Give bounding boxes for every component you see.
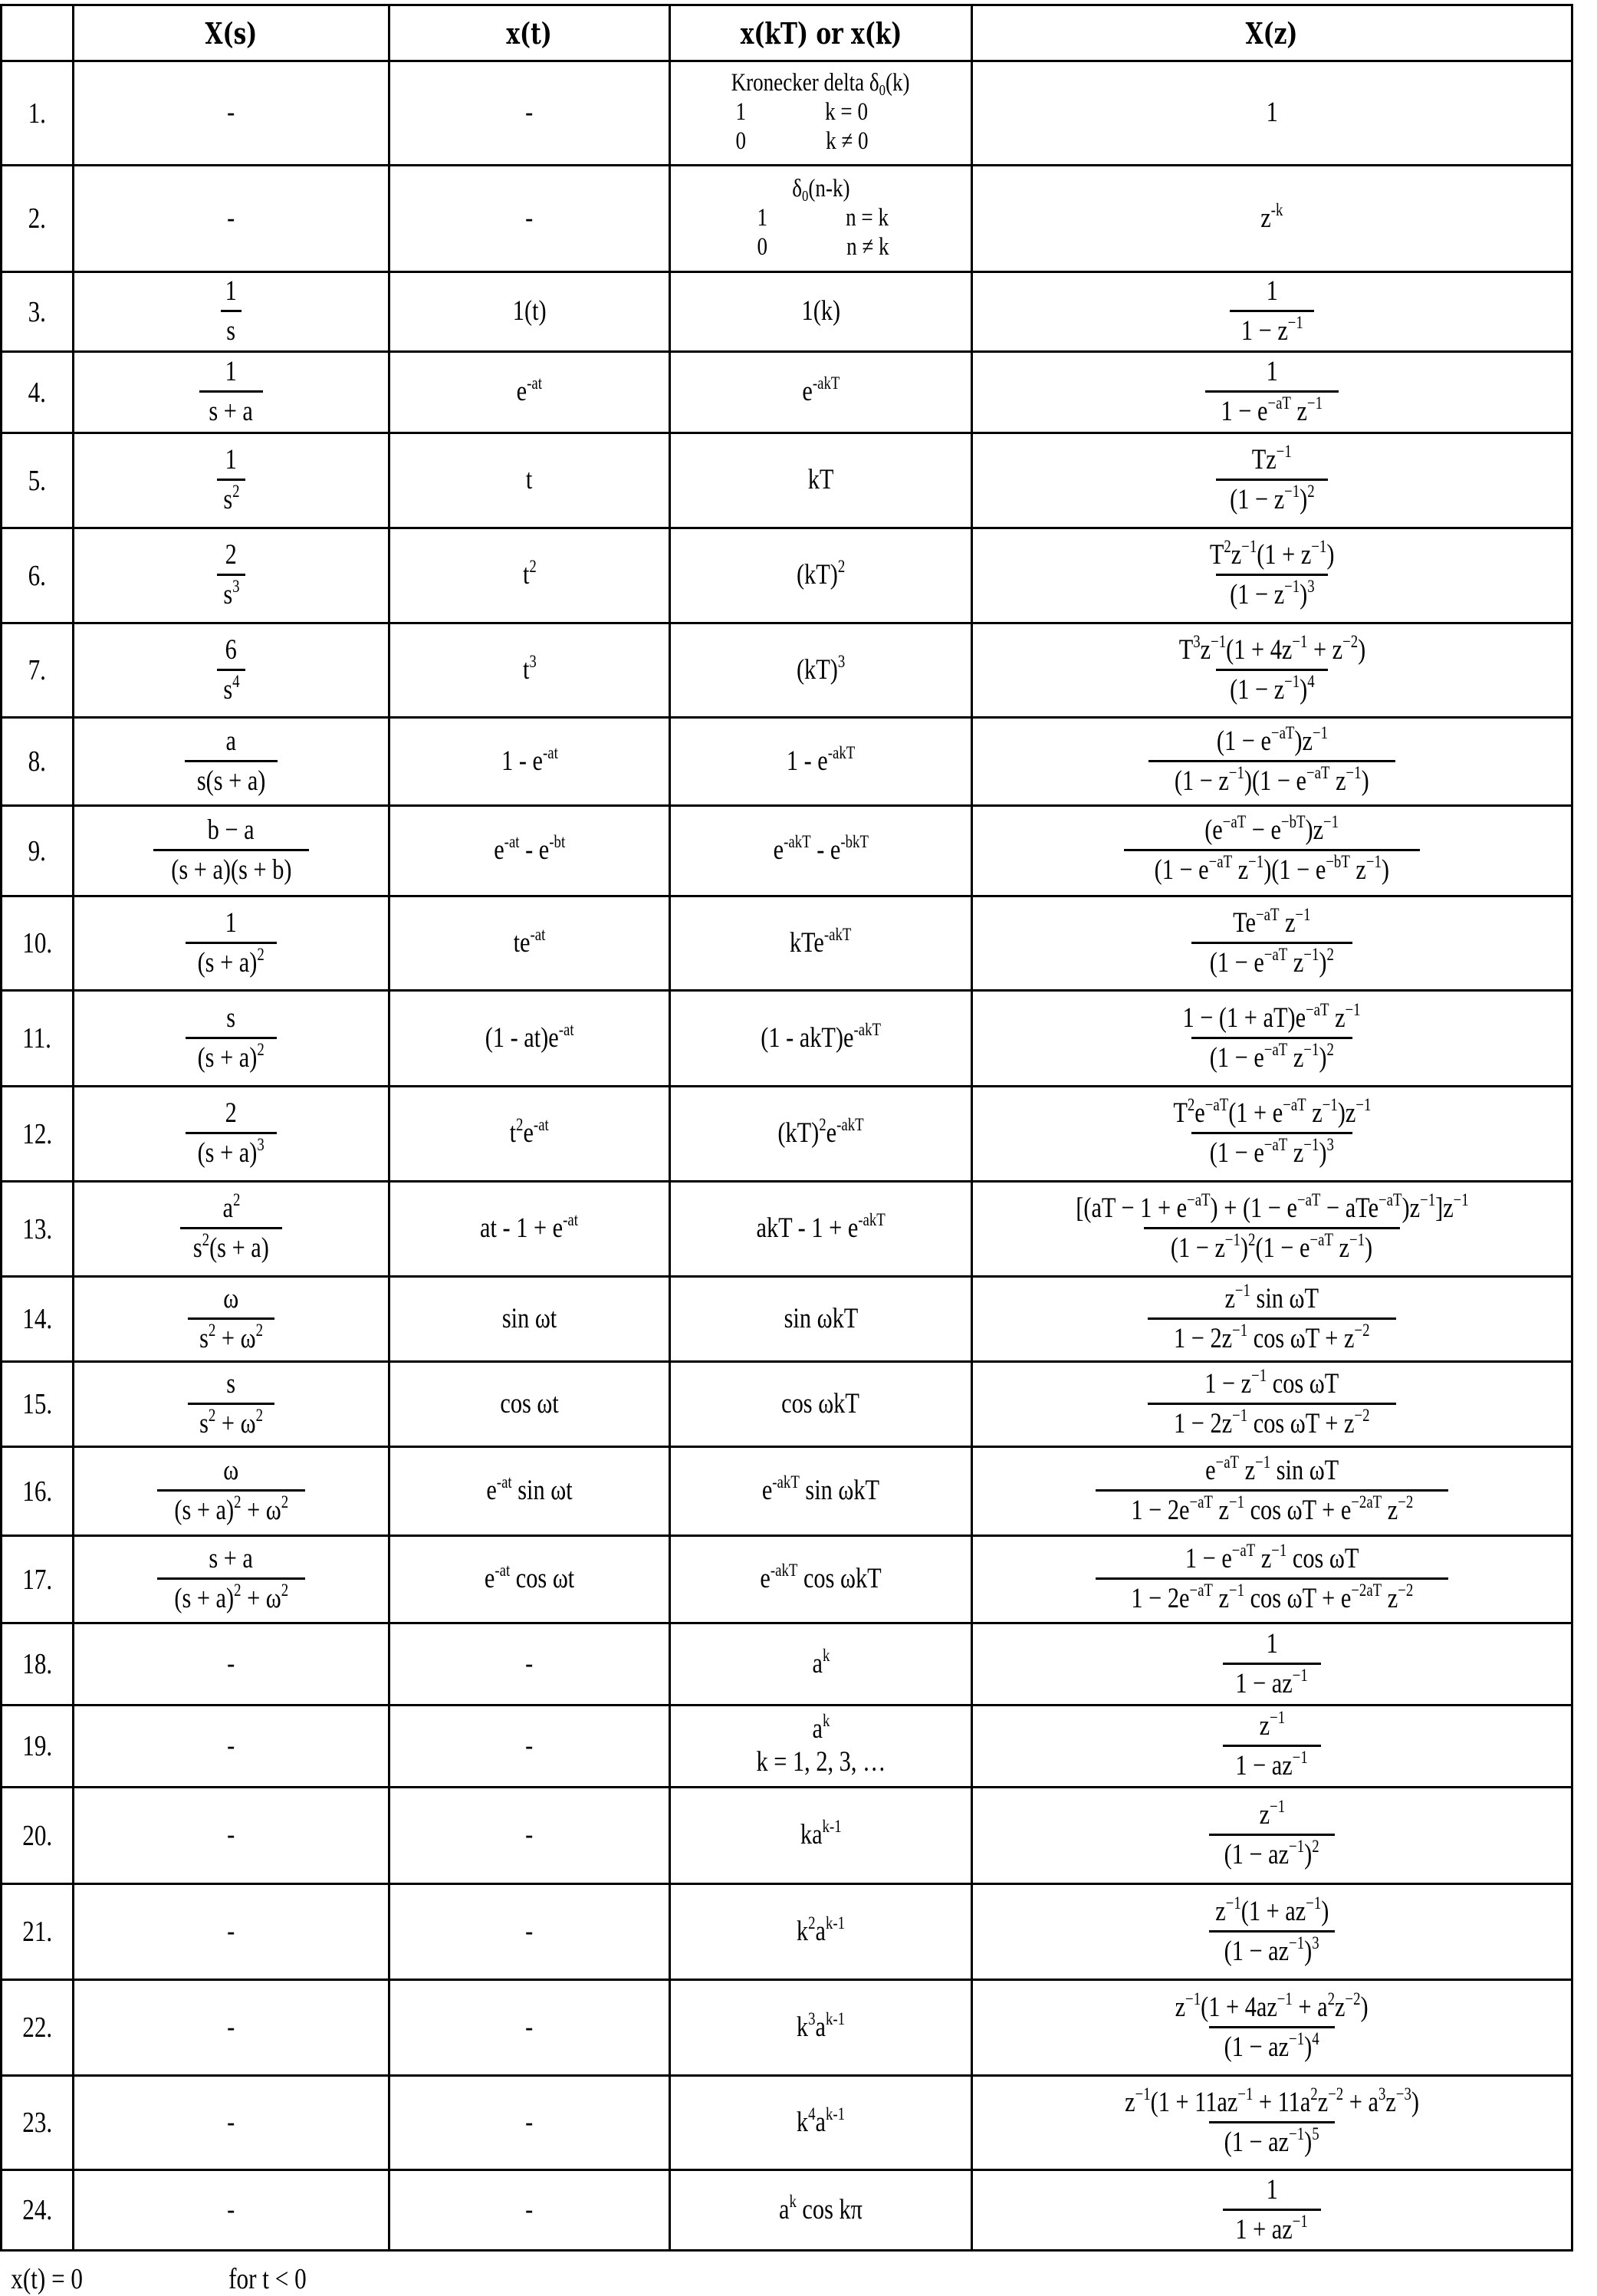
denominator: $1 - az^{-1}$: [1223, 1745, 1320, 1783]
table-row: [2, 896, 1572, 991]
fraction: [185, 725, 278, 798]
footnote: [3, 2262, 315, 2296]
numerator: 6: [225, 633, 238, 666]
table-row: [2, 718, 1572, 806]
table-row: [2, 528, 1572, 623]
fraction: [157, 1543, 306, 1615]
numerator: 1: [225, 906, 238, 939]
numerator: s: [226, 1002, 236, 1034]
fraction: [1148, 1368, 1396, 1440]
time-function-cell: $e^{-at}$ cos ωt: [389, 1536, 670, 1623]
fraction: [1149, 1989, 1394, 2064]
numerator: ω: [223, 1282, 239, 1314]
z-transform-cell: [972, 718, 1572, 806]
case-line: 1 n = k: [756, 203, 889, 232]
header-ztransform: X(z): [972, 5, 1572, 61]
numerator: $a^2$: [222, 1190, 240, 1225]
row-number-cell: 22.: [2, 1980, 74, 2076]
z-transform-cell: [972, 2170, 1572, 2251]
table-row: [2, 1788, 1572, 1884]
laplace-cell: [74, 806, 389, 896]
row-number-cell: 10.: [2, 896, 74, 991]
denominator: $(1 - az^{-1})^4$: [1209, 2026, 1334, 2064]
numerator: 2: [225, 539, 238, 571]
header-laplace: X(s): [74, 5, 389, 61]
row-number-cell: 6.: [2, 528, 74, 623]
denominator: $(s + a)^2 + \omega^2$: [157, 1577, 306, 1616]
discrete-function-cell: [670, 166, 972, 272]
laplace-cell: -: [74, 1706, 389, 1788]
numerator: $(1 - e^{-aT})z^{-1}$: [1216, 723, 1328, 757]
fraction: [180, 1192, 282, 1265]
table-row: [2, 1706, 1572, 1788]
laplace-cell: [74, 272, 389, 352]
numerator: 1: [1266, 1627, 1278, 1660]
numerator: $z^{-1}(1 + 11az^{-1} + 11a^2z^{-2} + a^3z^{-3})$: [1125, 2084, 1419, 2118]
table-row: [2, 2076, 1572, 2170]
numerator: $z^{-1}$: [1259, 1797, 1285, 1831]
z-transform-cell: [972, 1706, 1572, 1788]
z-transform-cell: [972, 1536, 1572, 1623]
laplace-cell: [74, 718, 389, 806]
time-function-cell: $e^{-at}$: [389, 352, 670, 433]
fraction: [217, 444, 246, 516]
fraction: [153, 814, 310, 886]
discrete-function-cell: kT: [670, 433, 972, 528]
denominator: $s^2$: [217, 479, 246, 517]
row-number-cell: 5.: [2, 433, 74, 528]
table-row: [2, 806, 1572, 896]
fraction: [1147, 1097, 1398, 1169]
table-row: [2, 272, 1572, 352]
denominator: $1 - 2e^{-aT}$ $z^{-1}$ $\cos \omega T + e^{-2aT}$ $z^{-2}$: [1096, 1489, 1449, 1528]
row-number-cell: 13.: [2, 1182, 74, 1277]
header-row: [2, 5, 1572, 61]
time-function-cell: $e^{-at}$ sin ωt: [389, 1447, 670, 1536]
z-transform-table: [0, 4, 1573, 2252]
denominator: $1 - e^{-aT}$ $z^{-1}$: [1205, 390, 1339, 429]
discrete-function-cell: (kT)$^3$: [670, 623, 972, 718]
numerator: 1: [225, 356, 238, 388]
discrete-function-cell: $e^{-akT}$ sin ωkT: [670, 1447, 972, 1536]
row-number-cell: 4.: [2, 352, 74, 433]
denominator: $1 + az^{-1}$: [1223, 2209, 1320, 2247]
fraction: [1096, 1452, 1449, 1527]
fraction: [199, 356, 262, 428]
numerator: $z^{-1}$: [1259, 1708, 1285, 1742]
z-transform-cell: [972, 2076, 1572, 2170]
discrete-function-cell: cos ωkT: [670, 1362, 972, 1447]
numerator: 1: [225, 444, 238, 476]
table-row: [2, 1884, 1572, 1980]
row-number-cell: 8.: [2, 718, 74, 806]
time-function-cell: $t^2$: [389, 528, 670, 623]
numerator: ω: [223, 1455, 239, 1487]
laplace-cell: -: [74, 1884, 389, 1980]
table-row: [2, 61, 1572, 166]
time-function-cell: -: [389, 1788, 670, 1884]
denominator: ($1 - e^{-aT}$ $z^{-1})^2$: [1191, 1037, 1352, 1075]
fraction: [1230, 275, 1315, 347]
numerator: 1: [1266, 2173, 1278, 2206]
numerator: $z^{-1}$ sin ωT: [1224, 1281, 1319, 1314]
text-line: k = 1, 2, 3, …: [756, 1746, 886, 1778]
time-function-cell: -: [389, 2170, 670, 2251]
cases-title: Kronecker delta $\delta_0(k)$: [731, 69, 910, 100]
denominator: $(1 - z^{-1})^3$: [1216, 574, 1329, 612]
discrete-function-cell: $a^k$: [670, 1623, 972, 1706]
fraction: [217, 634, 246, 706]
numerator: $1 - (1 + aT)e^{-aT}$ $z^{-1}$: [1182, 1000, 1362, 1034]
numerator: s + a: [209, 1543, 254, 1575]
row-number-cell: 23.: [2, 2076, 74, 2170]
z-transform-cell: [972, 1788, 1572, 1884]
table-row: [2, 2170, 1572, 2251]
numerator: $[(aT - 1 + e^{-aT}) + (1 - e^{-aT} - aTe^{-aT})z^{-1}]z^{-1}$: [1075, 1190, 1469, 1225]
z-transform-cell: [972, 623, 1572, 718]
discrete-function-cell: $k^4a^{k-1}$: [670, 2076, 972, 2170]
discrete-function-cell: [670, 1706, 972, 1788]
laplace-cell: -: [74, 166, 389, 272]
denominator: $(1 - z^{-1})^2$: [1216, 479, 1329, 517]
discrete-function-cell: sin ωkT: [670, 1277, 972, 1362]
laplace-cell: [74, 1447, 389, 1536]
discrete-function-cell: $(kT)^2e^{-akT}$: [670, 1087, 972, 1182]
z-transform-cell: $z^{-k}$: [972, 166, 1572, 272]
z-transform-cell: [972, 896, 1572, 991]
row-number-cell: 18.: [2, 1623, 74, 1706]
denominator: $(s + a)^3$: [186, 1132, 276, 1170]
row-number-cell: 11.: [2, 991, 74, 1087]
discrete-function-cell: [670, 61, 972, 166]
case-line: 0 n ≠ k: [756, 232, 889, 261]
time-function-cell: -: [389, 2076, 670, 2170]
header-discrete: x(kT) or x(k): [670, 5, 972, 61]
laplace-cell: [74, 1277, 389, 1362]
numerator: 2: [225, 1097, 238, 1130]
fraction: [1124, 814, 1420, 886]
fraction: [1158, 1002, 1385, 1074]
table-row: [2, 166, 1572, 272]
laplace-cell: [74, 352, 389, 433]
time-function-cell: -: [389, 1706, 670, 1788]
denominator: $1 - 2z^{-1}$ $\cos \omega T + z^{-2}$: [1148, 1403, 1396, 1441]
table-row: [2, 1623, 1572, 1706]
table-row: [2, 1536, 1572, 1623]
fraction: [1198, 1893, 1346, 1968]
fraction: [188, 1368, 274, 1440]
time-function-cell: cos ωt: [389, 1362, 670, 1447]
fraction: [1191, 907, 1352, 979]
numerator: $T^2e^{-aT}(1 + e^{-aT}$ $z^{-1})z^{-1}$: [1172, 1095, 1372, 1130]
denominator: $1 - 2z^{-1}$ $\cos \omega T + z^{-2}$: [1148, 1317, 1396, 1356]
time-function-cell: $e^{-at} - e^{-bt}$: [389, 806, 670, 896]
laplace-cell: [74, 1087, 389, 1182]
row-number-cell: 12.: [2, 1087, 74, 1182]
row-number-cell: 14.: [2, 1277, 74, 1362]
case-line: 0 k ≠ 0: [735, 127, 869, 156]
table-row: [2, 623, 1572, 718]
numerator: 1: [1266, 356, 1278, 388]
fraction: [1096, 1543, 1449, 1615]
z-transform-cell: 1: [972, 61, 1572, 166]
numerator: a: [225, 725, 237, 757]
time-function-cell: sin ωt: [389, 1277, 670, 1362]
denominator: s(s + a): [185, 760, 278, 798]
cases-title: $\delta_0(n-k)$: [791, 174, 850, 205]
row-number-cell: 16.: [2, 1447, 74, 1536]
time-function-cell: 1(t): [389, 272, 670, 352]
time-function-cell: -: [389, 166, 670, 272]
case-line: 1 k = 0: [735, 98, 869, 127]
header-time: x(t): [389, 5, 670, 61]
z-transform-cell: [972, 806, 1572, 896]
table-row: [2, 1182, 1572, 1277]
denominator: $1 - 2e^{-aT}$ $z^{-1}$ $\cos \omega T + e^{-2aT}$ $z^{-2}$: [1096, 1577, 1449, 1616]
time-function-cell: -: [389, 1884, 670, 1980]
time-function-cell: at - $1 + e^{-at}$: [389, 1182, 670, 1277]
laplace-cell: [74, 1536, 389, 1623]
z-transform-cell: [972, 433, 1572, 528]
denominator: (s + a)(s + b): [153, 849, 310, 887]
discrete-function-cell: $a^k$ cos kπ: [670, 2170, 972, 2251]
laplace-cell: [74, 1362, 389, 1447]
denominator: $s^3$: [217, 574, 246, 612]
fraction: [1223, 1628, 1320, 1700]
row-number-cell: 3.: [2, 272, 74, 352]
z-transform-cell: [972, 1623, 1572, 1706]
discrete-function-cell: $e^{-akT} - e^{-bkT}$: [670, 806, 972, 896]
table-row: [2, 1362, 1572, 1447]
time-function-cell: -: [389, 1980, 670, 2076]
time-function-cell: $t^3$: [389, 623, 670, 718]
row-number-cell: 20.: [2, 1788, 74, 1884]
denominator: $(1 - z^{-1})^2(1 - e^{-aT}$ $z^{-1}$): [1144, 1227, 1399, 1265]
z-transform-cell: [972, 272, 1572, 352]
laplace-cell: -: [74, 1980, 389, 2076]
fraction: [1223, 1710, 1320, 1782]
denominator: s: [221, 310, 241, 348]
discrete-function-cell: $k^2a^{k-1}$: [670, 1884, 972, 1980]
fraction: [1205, 356, 1339, 428]
denominator: $1 - z^{-1}$: [1230, 310, 1315, 348]
denominator: $(s + a)^2$: [186, 1037, 276, 1075]
text-line: $a^k$: [812, 1711, 830, 1745]
z-transform-cell: [972, 1884, 1572, 1980]
z-transform-cell: [972, 991, 1572, 1087]
footnote-rhs: for t < 0: [228, 2263, 307, 2295]
fraction: [1028, 1192, 1516, 1265]
header-index: [2, 5, 74, 61]
numerator: $T^2z^{-1}(1 + z^{-1})$: [1209, 537, 1335, 571]
fraction: [1088, 2084, 1456, 2159]
row-number-cell: 19.: [2, 1706, 74, 1788]
numerator: $1 - z^{-1}$ cos ωT: [1204, 1366, 1339, 1400]
denominator: $(1 - z^{-1})(1 - e^{-aT}$ $z^{-1}$): [1148, 760, 1395, 798]
discrete-function-cell: $e^{-akT}$: [670, 352, 972, 433]
fraction: [186, 907, 276, 979]
z-transform-cell: [972, 1182, 1572, 1277]
row-number-cell: 15.: [2, 1362, 74, 1447]
laplace-cell: -: [74, 61, 389, 166]
table-row: [2, 1087, 1572, 1182]
z-transform-cell: [972, 1447, 1572, 1536]
fraction: [1216, 444, 1329, 516]
numerator: $Tz^{-1}$: [1251, 442, 1292, 476]
row-number-cell: 17.: [2, 1536, 74, 1623]
discrete-function-cell: $e^{-akT}$ cos ωkT: [670, 1536, 972, 1623]
fraction: [186, 1002, 276, 1074]
z-transform-cell: [972, 1277, 1572, 1362]
fraction: [157, 1455, 306, 1527]
discrete-function-cell: akT - $1 + e^{-akT}$: [670, 1182, 972, 1277]
denominator: $s^2 + \omega^2$: [188, 1317, 274, 1356]
numerator: 1: [225, 275, 238, 308]
row-number-cell: 2.: [2, 166, 74, 272]
denominator: $s^2(s + a)$: [180, 1227, 282, 1265]
footnote-lhs: x(t) = 0: [11, 2263, 84, 2295]
time-function-cell: $te^{-at}$: [389, 896, 670, 991]
fraction: [1148, 725, 1395, 798]
laplace-cell: -: [74, 2076, 389, 2170]
denominator: $(s + a)^2 + \omega^2$: [157, 1489, 306, 1528]
numerator: $z^{-1}(1 + 4az^{-1} + a^2z^{-2})$: [1175, 1989, 1369, 2023]
denominator: ($1 - e^{-aT}$ $z^{-1})^2$: [1191, 942, 1352, 980]
table-row: [2, 352, 1572, 433]
time-function-cell: t: [389, 433, 670, 528]
laplace-cell: [74, 991, 389, 1087]
table-row: [2, 1277, 1572, 1362]
z-transform-cell: [972, 1980, 1572, 2076]
denominator: $(s + a)^2$: [186, 942, 276, 980]
table-body: [2, 61, 1572, 2251]
numerator: 1: [1266, 275, 1278, 308]
fraction: [1191, 539, 1352, 611]
laplace-cell: -: [74, 1788, 389, 1884]
time-function-cell: -: [389, 1623, 670, 1706]
time-function-cell: -: [389, 61, 670, 166]
z-transform-cell: [972, 352, 1572, 433]
z-transform-cell: [972, 528, 1572, 623]
fraction: [1148, 1283, 1396, 1355]
discrete-function-cell: $(1 - akT)e^{-akT}$: [670, 991, 972, 1087]
denominator: $(1 - az^{-1})^3$: [1209, 1930, 1334, 1969]
row-number-cell: 7.: [2, 623, 74, 718]
time-function-cell: $(1 - at)e^{-at}$: [389, 991, 670, 1087]
denominator: $(1 - z^{-1})^4$: [1216, 669, 1329, 707]
fraction: [1209, 1799, 1334, 1871]
z-transform-cell: [972, 1087, 1572, 1182]
denominator: $(1 - az^{-1})^2$: [1209, 1834, 1334, 1872]
numerator: $z^{-1}(1 + az^{-1})$: [1214, 1893, 1329, 1927]
fraction: [1223, 2174, 1320, 2246]
numerator: $e^{-aT}$ $z^{-1}$ sin ωT: [1204, 1452, 1339, 1487]
denominator: $(1 - az^{-1})^5$: [1209, 2121, 1334, 2159]
table-row: [2, 1447, 1572, 1536]
numerator: b − a: [208, 814, 255, 847]
row-number-cell: 9.: [2, 806, 74, 896]
fraction: [188, 1283, 274, 1355]
row-number-cell: 21.: [2, 1884, 74, 1980]
discrete-function-cell: (kT)$^2$: [670, 528, 972, 623]
discrete-function-cell: 1(k): [670, 272, 972, 352]
table-row: [2, 433, 1572, 528]
row-number-cell: 1.: [2, 61, 74, 166]
denominator: $s^4$: [217, 669, 246, 707]
laplace-cell: [74, 528, 389, 623]
table-row: [2, 1980, 1572, 2076]
numerator: $(e^{-aT} - e^{-bT})z^{-1}$: [1204, 812, 1339, 847]
laplace-cell: -: [74, 2170, 389, 2251]
laplace-cell: -: [74, 1623, 389, 1706]
laplace-cell: [74, 623, 389, 718]
discrete-function-cell: $k^3a^{k-1}$: [670, 1980, 972, 2076]
laplace-cell: [74, 896, 389, 991]
fraction: [186, 1097, 276, 1169]
denominator: $s^2 + \omega^2$: [188, 1403, 274, 1441]
denominator: ($1 - e^{-aT}$ $z^{-1})(1 - e^{-bT}$ $z^{-1}$): [1124, 849, 1420, 887]
numerator: $T^3z^{-1}(1 + 4z^{-1} + z^{-2})$: [1178, 632, 1365, 666]
time-function-cell: $t^2e^{-at}$: [389, 1087, 670, 1182]
laplace-cell: [74, 1182, 389, 1277]
fraction: [217, 539, 246, 611]
fraction: [1154, 634, 1391, 706]
discrete-function-cell: $1 - e^{-akT}$: [670, 718, 972, 806]
z-transform-cell: [972, 1362, 1572, 1447]
fraction: [219, 275, 243, 347]
discrete-function-cell: $ka^{k-1}$: [670, 1788, 972, 1884]
denominator: s + a: [199, 390, 262, 429]
numerator: $Te^{-aT}$ $z^{-1}$: [1233, 905, 1311, 939]
time-function-cell: $1 - e^{-at}$: [389, 718, 670, 806]
denominator: ($1 - e^{-aT}$ $z^{-1})^3$: [1191, 1132, 1352, 1170]
row-number-cell: 24.: [2, 2170, 74, 2251]
table-row: [2, 991, 1572, 1087]
numerator: s: [226, 1367, 236, 1400]
numerator: $1 - e^{-aT}$ $z^{-1}$ cos ωT: [1185, 1541, 1359, 1575]
denominator: $1 - az^{-1}$: [1223, 1663, 1320, 1701]
discrete-function-cell: kTe$^{-akT}$: [670, 896, 972, 991]
laplace-cell: [74, 433, 389, 528]
